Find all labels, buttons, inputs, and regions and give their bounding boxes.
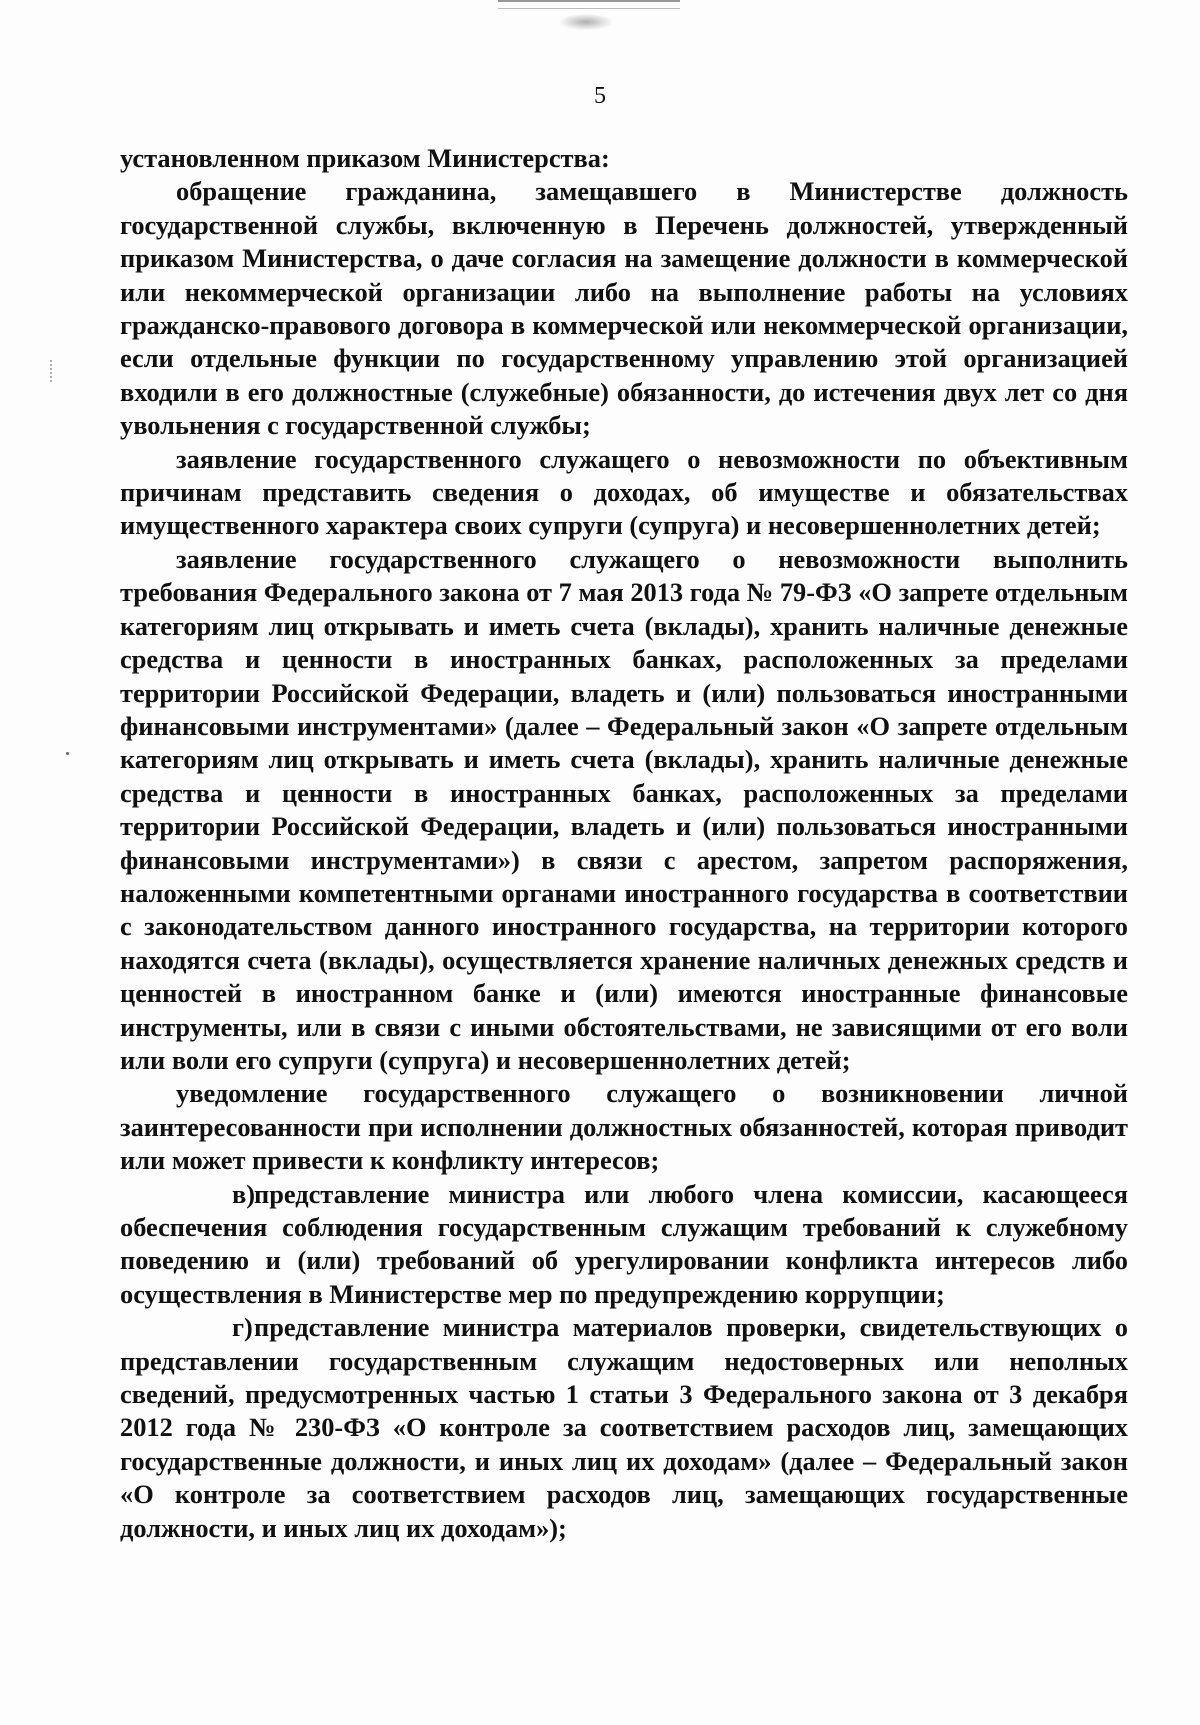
- paragraph-continuation: установленном приказом Министерства:: [120, 143, 610, 173]
- paragraph-foreign-accounts: заявление государственного служащего о невозможности выполнить требования Федерального закона от 7 мая 2013 года № 79-ФЗ «О запрете отдельным категориям лиц открывать и иметь счета (вклады), хранить наличные денежные средства и ценности в иностранных банках, расположенных за пределами территории Российской Федерации, владеть и (или) пользоваться иностранными финансовыми инструментами» (далее – Федеральный закон «О запрете отдельным категориям лиц открывать и иметь счета (вклады), хранить наличные денежные средства и ценности в иностранных банках, расположенных за пределами территории Российской Федерации, владеть и (или) пользоваться иностранными финансовыми инструментами») в связи с арестом, запретом распоряжения, наложенными компетентными органами иностранного государства в соответствии с законодательством данного иностранного государства, на территории которого находятся счета (вклады), осуществляется хранение наличных денежных средств и ценностей в иностранном банке и (или) имеются иностранные финансовые инструменты, или в связи с иными обстоятельствами, не зависящими от его воли или воли его супруги (супруга) и несовершеннолетних детей;: [120, 543, 1128, 1075]
- item-letter: г): [232, 1312, 253, 1343]
- item-letter: в): [232, 1178, 256, 1209]
- paragraph-citizen-appeal: обращение гражданина, замещавшего в Министерстве должность государственной службы, включенную в Перечень должностей, утвержденный приказом Министерства, о даче согласия на замещение должности в коммерческой или некоммерческой организации либо на выполнение работы на условиях гражданско-правового договора в коммерческой или некоммерческой организации, если отдельные функции по государственному управлению этой организацией входили в его должностные (служебные) обязанности, до истечения двух лет со дня увольнения с государственной службы;: [120, 176, 1128, 441]
- document-body: [120, 142, 1128, 1545]
- item-text: представление министра материалов проверки, свидетельствующих о представлении государственным служащим недостоверных или неполных сведений, предусмотренных частью 1 статьи 3 Федерального закона от 3 декабря 2012 года № 230-ФЗ «О контроле за соответствием расходов лиц, замещающих государственные должности, и иных лиц их доходам» (далее – Федеральный закон «О контроле за соответствием расходов лиц, замещающих государственные должности, и иных лиц их доходам»);: [120, 1312, 1128, 1543]
- paragraph-item-v: [120, 1178, 1128, 1312]
- paragraph-income-statement: заявление государственного служащего о невозможности по объективным причинам представить сведения о доходах, об имуществе и обязательствах имущественного характера своих супруги (супруга) и несовершеннолетних детей;: [120, 443, 1128, 541]
- paragraph-conflict-notice: уведомление государственного служащего о возникновении личной заинтересованности при исполнении должностных обязанностей, которая приводит или может привести к конфликту интересов;: [120, 1078, 1128, 1176]
- item-text: представление министра или любого члена комиссии, касающееся обеспечения соблюдения государственным служащим требований к служебному поведению и (или) требований об урегулировании конфликта интересов либо осуществления в Министерстве мер по предупреждению коррупции;: [120, 1178, 1128, 1309]
- scan-dot: [66, 752, 69, 755]
- paragraph-item-g: [120, 1311, 1128, 1545]
- page-number: 5: [594, 83, 606, 109]
- scan-artifact-left: [50, 360, 55, 382]
- scan-artifact-top: [498, 0, 680, 9]
- scan-smudge: [560, 14, 612, 30]
